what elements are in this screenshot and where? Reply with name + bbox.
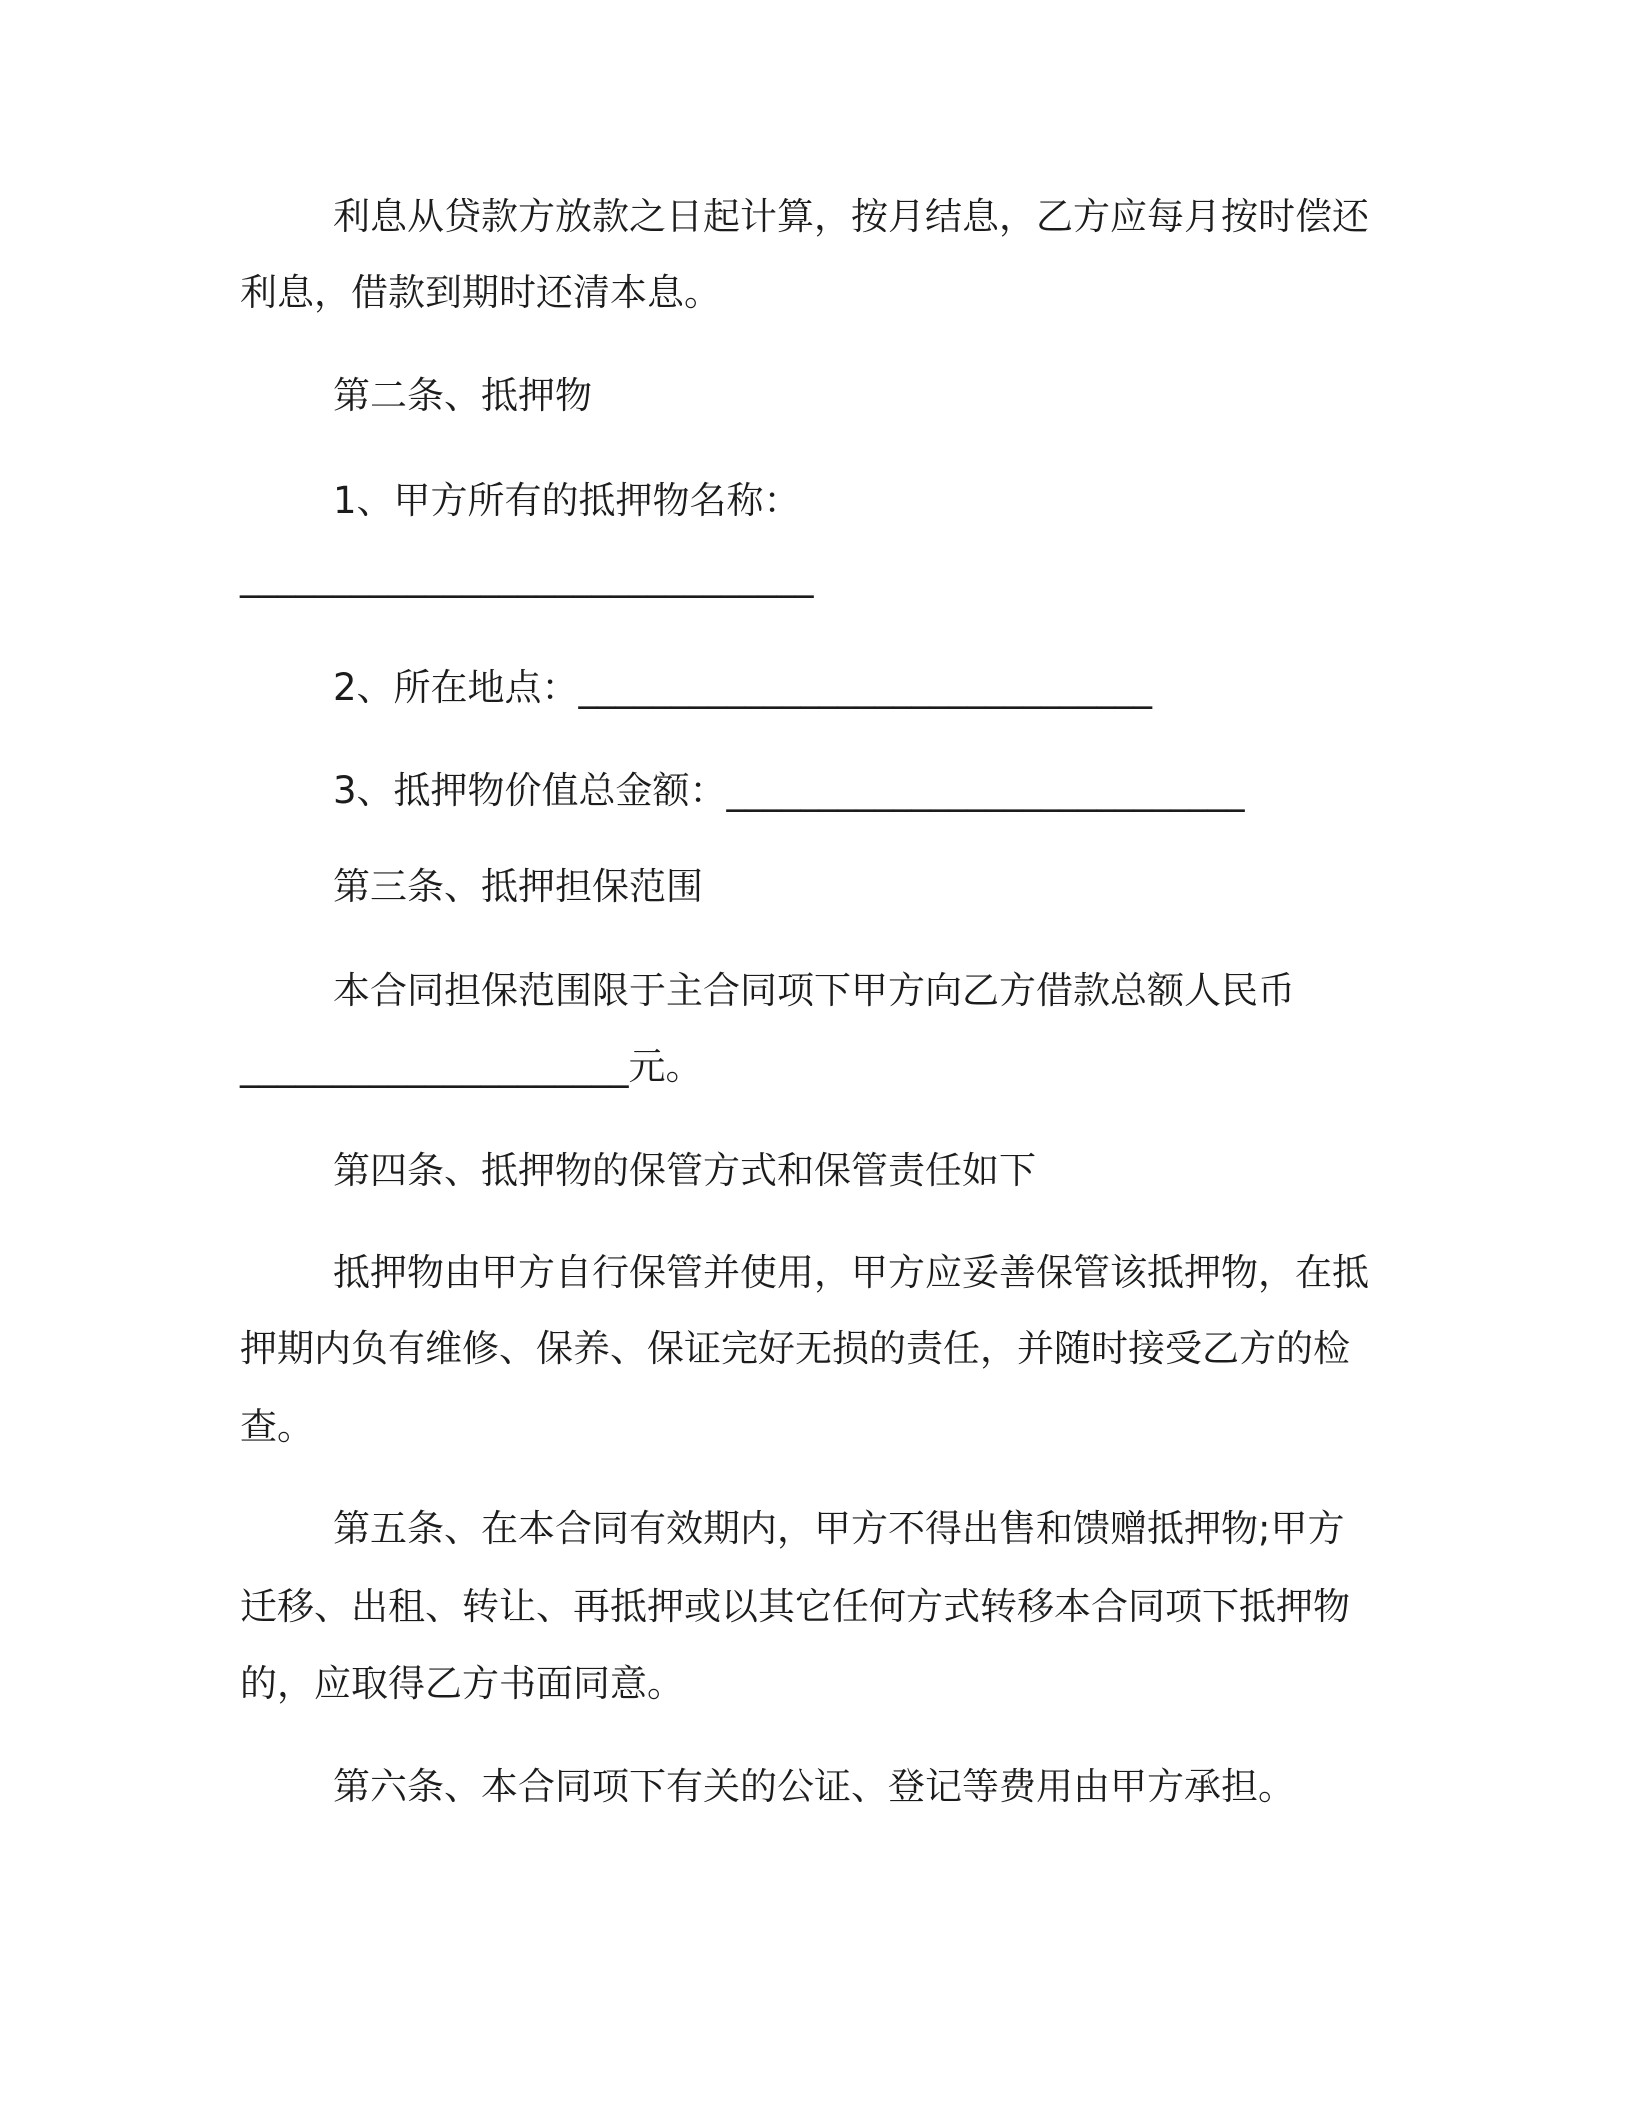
paragraph-line: 第五条、在本合同有效期内，甲方不得出售和馈赠抵押物;甲方 [333,1507,1345,1550]
paragraph-line: 迁移、出租、转让、再抵押或以其它任何方式转移本合同项下抵押物 [240,1585,1350,1628]
item-collateral-name-blank: _______________________________ [240,555,814,598]
paragraph-line: 利息，借款到期时还清本息。 [240,271,721,314]
paragraph-line: 查。 [240,1405,314,1448]
article-heading: 第三条、抵押担保范围 [333,865,703,908]
item-collateral-name-label: 1、甲方所有的抵押物名称： [333,479,801,522]
article-heading: 第二条、抵押物 [333,374,592,417]
paragraph-line: 押期内负有维修、保养、保证完好无损的责任，并随时接受乙方的检 [240,1327,1350,1370]
article-heading: 第四条、抵押物的保管方式和保管责任如下 [333,1149,1036,1192]
paragraph-line: 本合同担保范围限于主合同项下甲方向乙方借款总额人民币 [333,969,1295,1012]
paragraph-line: 的，应取得乙方书面同意。 [240,1662,684,1705]
amount-blank-line: _____________________元。 [240,1045,703,1088]
paragraph-line: 抵押物由甲方自行保管并使用，甲方应妥善保管该抵押物，在抵 [333,1251,1369,1294]
paragraph-line: 第六条、本合同项下有关的公证、登记等费用由甲方承担。 [333,1765,1295,1808]
paragraph-line: 利息从贷款方放款之日起计算，按月结息，乙方应每月按时偿还 [333,195,1369,238]
item-location-field: 2、所在地点：_______________________________ [333,666,1153,709]
item-total-value-field: 3、抵押物价值总金额：____________________________ [333,769,1245,812]
